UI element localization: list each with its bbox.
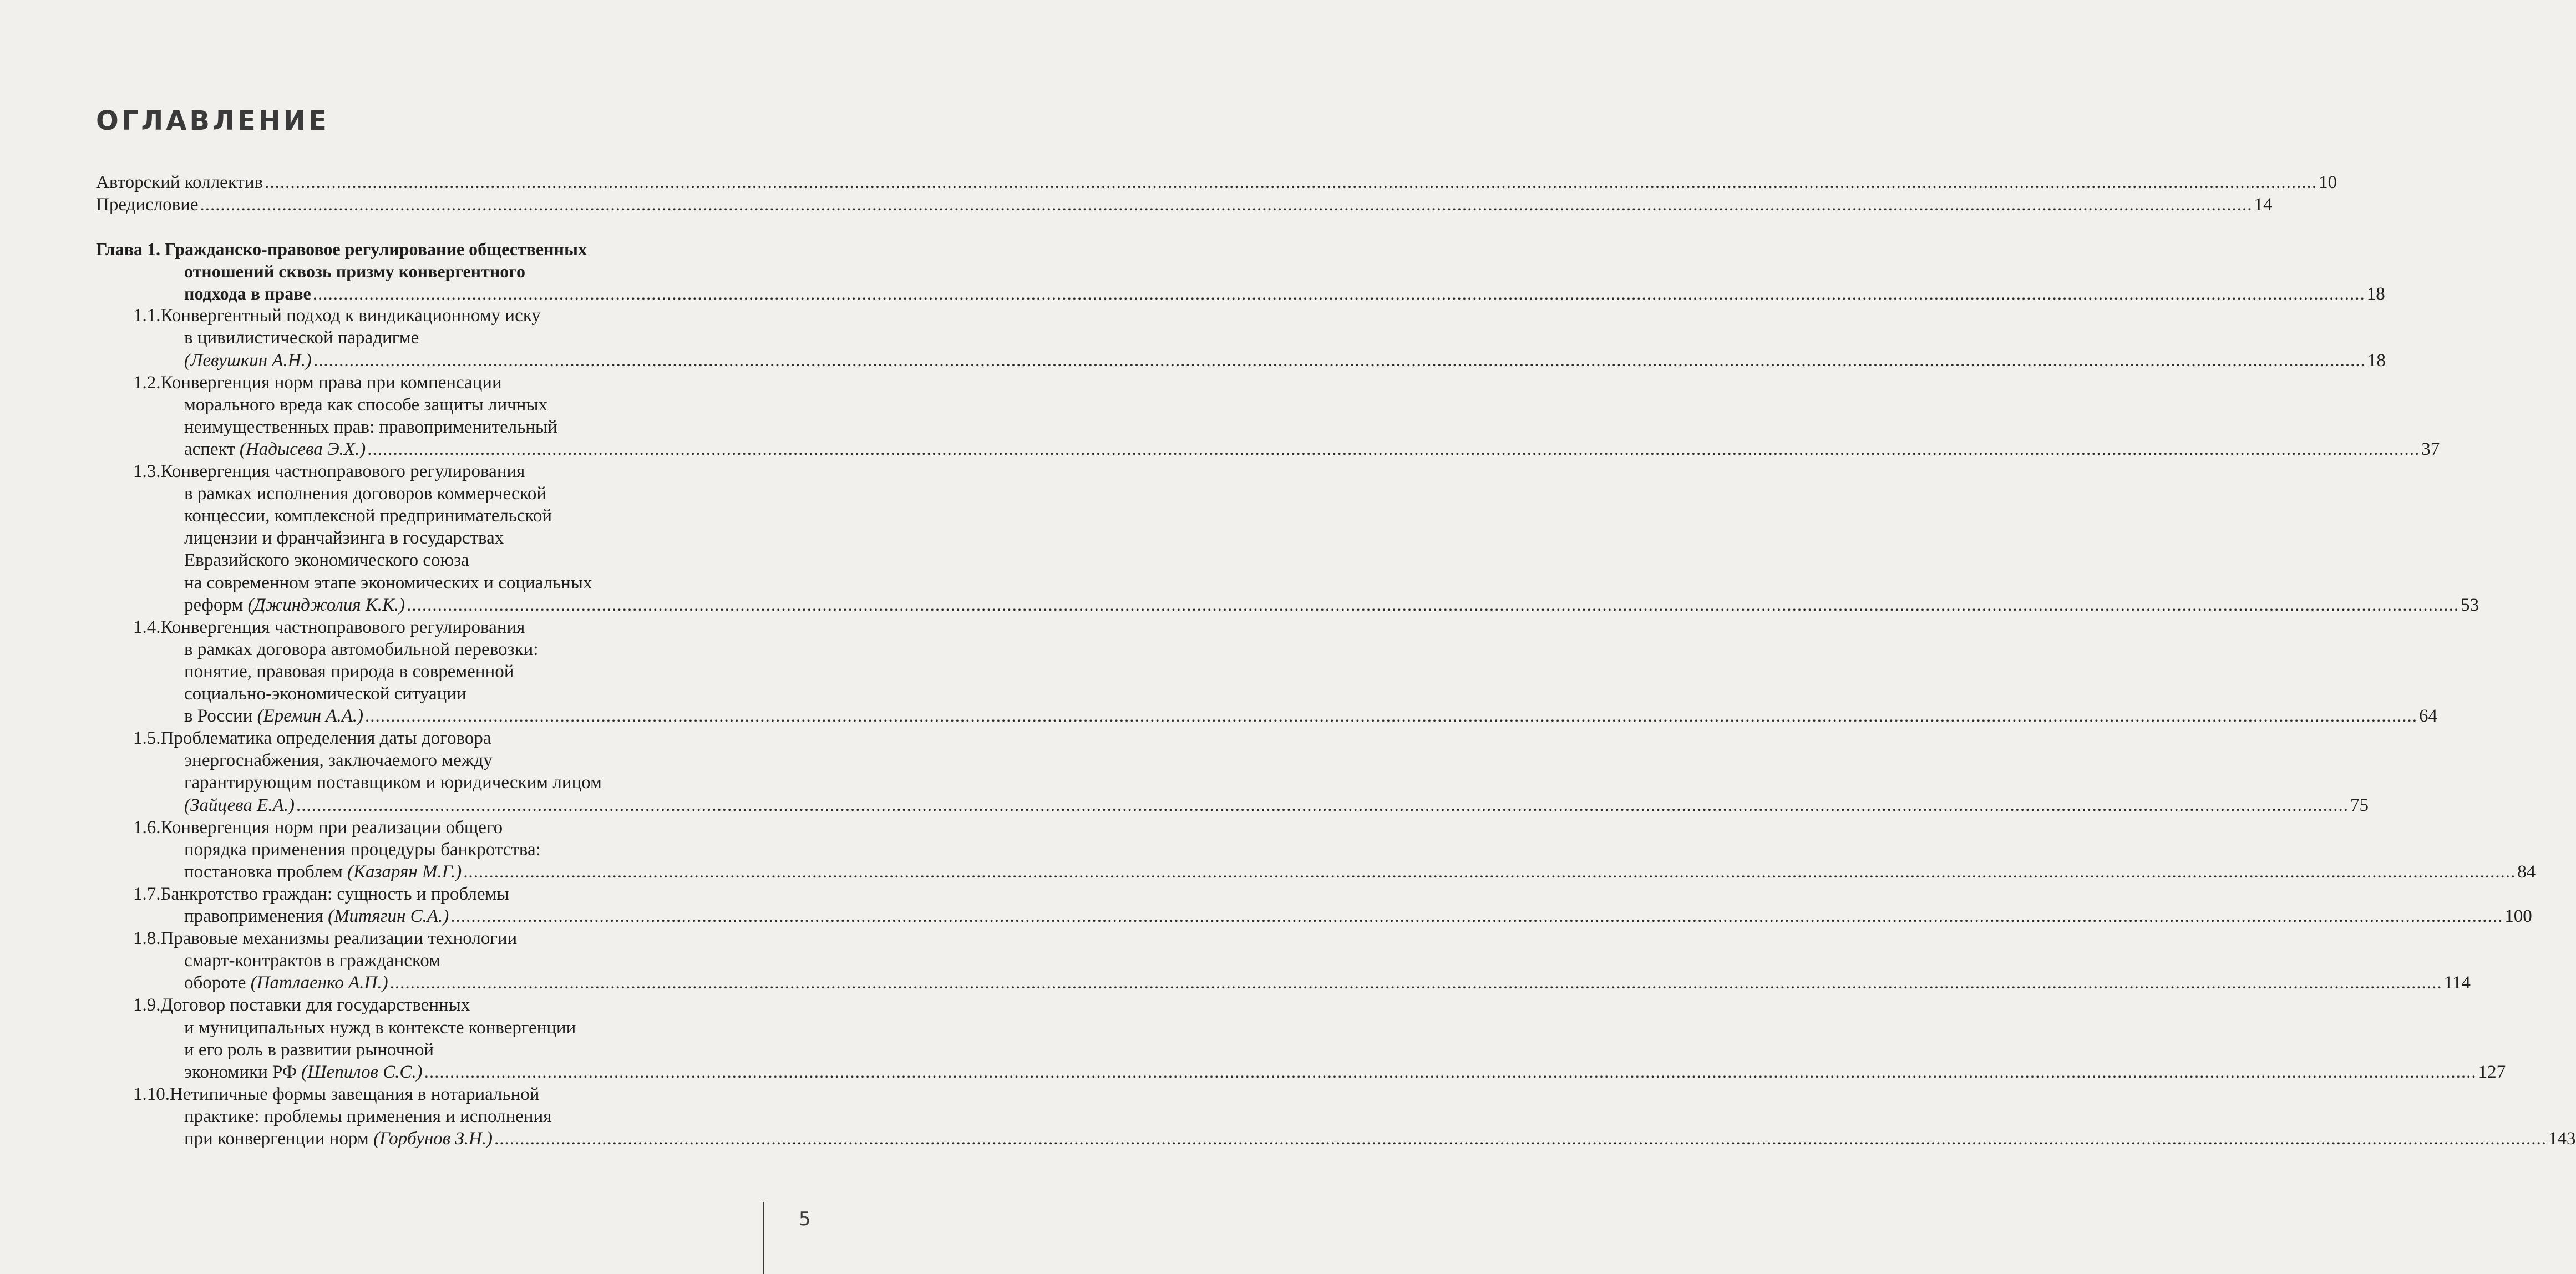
dot-leader: ................................................................................................................................................................................................................................................................................................................................................................................................................: [407, 595, 2460, 615]
toc-entry: [96, 194, 2273, 216]
section-title-text: практике: проблемы применения и исполнения: [184, 1106, 552, 1126]
dot-leader: ................................................................................................................................................................................................................................................................................................................................................................................................................: [450, 906, 2503, 926]
section-title-text: в цивилистической парадигме: [184, 328, 419, 348]
section-number: 1.4.: [133, 617, 161, 637]
section-number: 1.1.: [133, 306, 161, 326]
section-line: [133, 883, 509, 905]
chapter-line: [96, 238, 587, 260]
chapter-line: [184, 282, 2385, 304]
entry-page: 75: [2350, 795, 2369, 815]
section-tail: [184, 705, 363, 727]
entry-page: 37: [2421, 439, 2440, 459]
dot-leader: ................................................................................................................................................................................................................................................................................................................................................................................................................: [312, 284, 2365, 304]
section-line: [184, 1105, 551, 1128]
section-line: [133, 994, 470, 1016]
section-line: [184, 638, 538, 661]
section-title-text: в рамках исполнения договоров коммерческой: [184, 484, 547, 504]
section-title-text: в России: [184, 706, 257, 727]
section-title-text: гарантирующим поставщиком и юридическим лицом: [184, 773, 602, 793]
section-title-text: Договор поставки для государственных: [160, 995, 470, 1016]
section-line: [184, 1039, 434, 1061]
section-title-text: неимущественных прав: правоприменительный: [184, 417, 557, 437]
section-number: 1.2.: [133, 372, 161, 393]
section-number: 1.3.: [133, 461, 161, 481]
section-title-text: на современном этапе экономических и социальных: [184, 572, 592, 593]
entry-page: 114: [2443, 973, 2471, 993]
chapter-title-text: Гражданско-правовое регулирование общественных: [164, 239, 587, 259]
dot-leader: ................................................................................................................................................................................................................................................................................................................................................................................................................: [200, 195, 2253, 215]
section-line: [133, 372, 502, 394]
dot-leader: ................................................................................................................................................................................................................................................................................................................................................................................................................: [494, 1129, 2547, 1149]
section-tail: [184, 794, 295, 816]
section-number: 1.6.: [133, 817, 161, 838]
page-number: 5: [799, 1208, 811, 1230]
section-author: (Джинджолия К.К.): [247, 595, 405, 615]
section-title-text: Конвергенция норм права при компенсации: [160, 372, 502, 393]
section-line: [184, 416, 557, 438]
section-title-text: и муниципальных нужд в контексте конвергенции: [184, 1017, 576, 1038]
section-number: 1.9.: [133, 995, 161, 1016]
section-number: 1.10.: [133, 1084, 170, 1104]
entry-page: 64: [2419, 706, 2438, 727]
entry-page: 84: [2517, 861, 2536, 882]
section-title-text: экономики РФ: [184, 1062, 302, 1082]
chapter-line: [184, 260, 525, 282]
entry-title: Предисловие: [96, 195, 199, 215]
section-tail: [184, 349, 312, 372]
section-line: [133, 460, 525, 483]
section-title-text: смарт-контрактов в гражданском: [184, 951, 440, 971]
section-last-line: [184, 705, 2438, 727]
section-title-text: лицензии и франчайзинга в государствах: [184, 528, 504, 549]
section-title-text: Нетипичные формы завещания в нотариальной: [170, 1084, 540, 1104]
entry-page: 18: [2366, 284, 2385, 304]
entry-page: 127: [2478, 1062, 2506, 1082]
section-tail: [184, 438, 366, 460]
section-last-line: [184, 905, 2532, 927]
section-title-text: концессии, комплексной предпринимательской: [184, 506, 552, 526]
section-last-line: [184, 1061, 2506, 1083]
section-title-text: Евразийского экономического союза: [184, 550, 469, 571]
section-tail: [184, 1061, 423, 1083]
chapter-label: Глава 1.: [96, 239, 165, 259]
section-author: (Горбунов З.Н.): [373, 1129, 493, 1149]
section-line: [133, 1083, 539, 1105]
chapter-title-text: отношений сквозь призму конвергентного: [184, 261, 525, 282]
section-title-text: Конвергенция норм при реализации общего: [160, 817, 503, 838]
section-line: [184, 394, 547, 416]
dot-leader: ................................................................................................................................................................................................................................................................................................................................................................................................................: [265, 172, 2318, 192]
section-author: (Шепилов С.С.): [301, 1062, 423, 1082]
section-line: [133, 927, 517, 950]
section-line: [184, 327, 419, 349]
section-title-text: понятие, правовая природа в современной: [184, 661, 514, 682]
section-title-text: постановка проблем: [184, 861, 348, 882]
section-author: (Казарян М.Г.): [347, 861, 462, 882]
dot-leader: ................................................................................................................................................................................................................................................................................................................................................................................................................: [365, 706, 2418, 727]
section-tail: [184, 1128, 493, 1150]
page-title: ОГЛАВЛЕНИЕ: [96, 105, 329, 136]
dot-leader: ................................................................................................................................................................................................................................................................................................................................................................................................................: [389, 973, 2442, 993]
section-line: [184, 771, 602, 794]
section-number: 1.7.: [133, 884, 161, 904]
section-last-line: [184, 794, 2369, 816]
entry-page: 100: [2504, 906, 2532, 926]
entry-page: 143: [2548, 1129, 2576, 1149]
section-number: 1.5.: [133, 728, 161, 749]
section-title-text: при конвергенции норм: [184, 1129, 374, 1149]
dot-leader: ................................................................................................................................................................................................................................................................................................................................................................................................................: [463, 861, 2516, 882]
section-line: [184, 549, 469, 571]
section-last-line: [184, 1128, 2576, 1150]
section-author: (Митягин С.А.): [328, 906, 449, 926]
section-author: (Патлаенко А.П.): [250, 973, 388, 993]
dot-leader: ................................................................................................................................................................................................................................................................................................................................................................................................................: [313, 350, 2366, 370]
section-title-text: правоприменения: [184, 906, 328, 926]
section-title-text: социально-экономической ситуации: [184, 684, 466, 704]
section-author: (Еремин А.А.): [257, 706, 364, 727]
section-title-text: энергоснабжения, заключаемого между: [184, 750, 493, 771]
entry-page: 53: [2461, 595, 2479, 615]
dot-leader: ................................................................................................................................................................................................................................................................................................................................................................................................................: [367, 439, 2420, 459]
section-last-line: [184, 861, 2536, 883]
section-last-line: [184, 594, 2479, 616]
section-last-line: [184, 438, 2440, 460]
section-line: [184, 483, 546, 505]
section-title-text: порядка применения процедуры банкротства:: [184, 839, 541, 860]
section-title-text: Конвергенция частноправового регулирования: [160, 617, 525, 637]
section-line: [184, 527, 504, 549]
section-title-text: Банкротство граждан: сущность и проблемы: [160, 884, 509, 904]
section-title-text: Проблематика определения даты договора: [160, 728, 491, 749]
section-number: 1.8.: [133, 928, 161, 949]
section-line: [184, 683, 466, 705]
toc-entry: [96, 171, 2337, 194]
section-author: (Зайцева Е.А.): [184, 795, 295, 815]
section-title-text: обороте: [184, 973, 251, 993]
section-tail: [184, 905, 449, 927]
dot-leader: ................................................................................................................................................................................................................................................................................................................................................................................................................: [424, 1062, 2477, 1082]
section-line: [133, 816, 503, 839]
section-tail: [184, 861, 462, 883]
section-line: [184, 1017, 576, 1039]
section-line: [184, 572, 592, 594]
chapter-title-text: подхода в праве: [184, 283, 311, 304]
section-author: (Надысева Э.Х.): [239, 439, 366, 459]
dot-leader: ................................................................................................................................................................................................................................................................................................................................................................................................................: [296, 795, 2349, 815]
section-line: [133, 616, 525, 638]
section-tail: [184, 972, 388, 994]
section-title-text: Правовые механизмы реализации технологии: [160, 928, 518, 949]
section-title-text: Конвергентный подход к виндикационному иску: [160, 306, 541, 326]
entry-page: 14: [2254, 195, 2273, 215]
footer-rule: [763, 1202, 764, 1274]
section-tail: [184, 594, 405, 616]
section-title-text: в рамках договора автомобильной перевозки:: [184, 639, 539, 659]
section-title-text: аспект: [184, 439, 240, 459]
section-last-line: [184, 349, 2386, 372]
section-title-text: реформ: [184, 595, 248, 615]
section-title-text: Конвергенция частноправового регулирования: [160, 461, 525, 481]
section-line: [184, 950, 440, 972]
section-line: [184, 661, 514, 683]
entry-page: 10: [2319, 172, 2337, 192]
section-title-text: морального вреда как способе защиты личных: [184, 394, 548, 415]
section-line: [133, 304, 541, 327]
section-line: [133, 727, 491, 749]
entry-title: Авторский коллектив: [96, 172, 263, 192]
section-line: [184, 839, 541, 861]
section-line: [184, 505, 552, 527]
section-title-text: и его роль в развитии рыночной: [184, 1039, 434, 1060]
section-last-line: [184, 972, 2471, 994]
entry-page: 18: [2367, 350, 2386, 370]
section-line: [184, 749, 493, 771]
section-author: (Левушкин А.Н.): [184, 350, 312, 370]
